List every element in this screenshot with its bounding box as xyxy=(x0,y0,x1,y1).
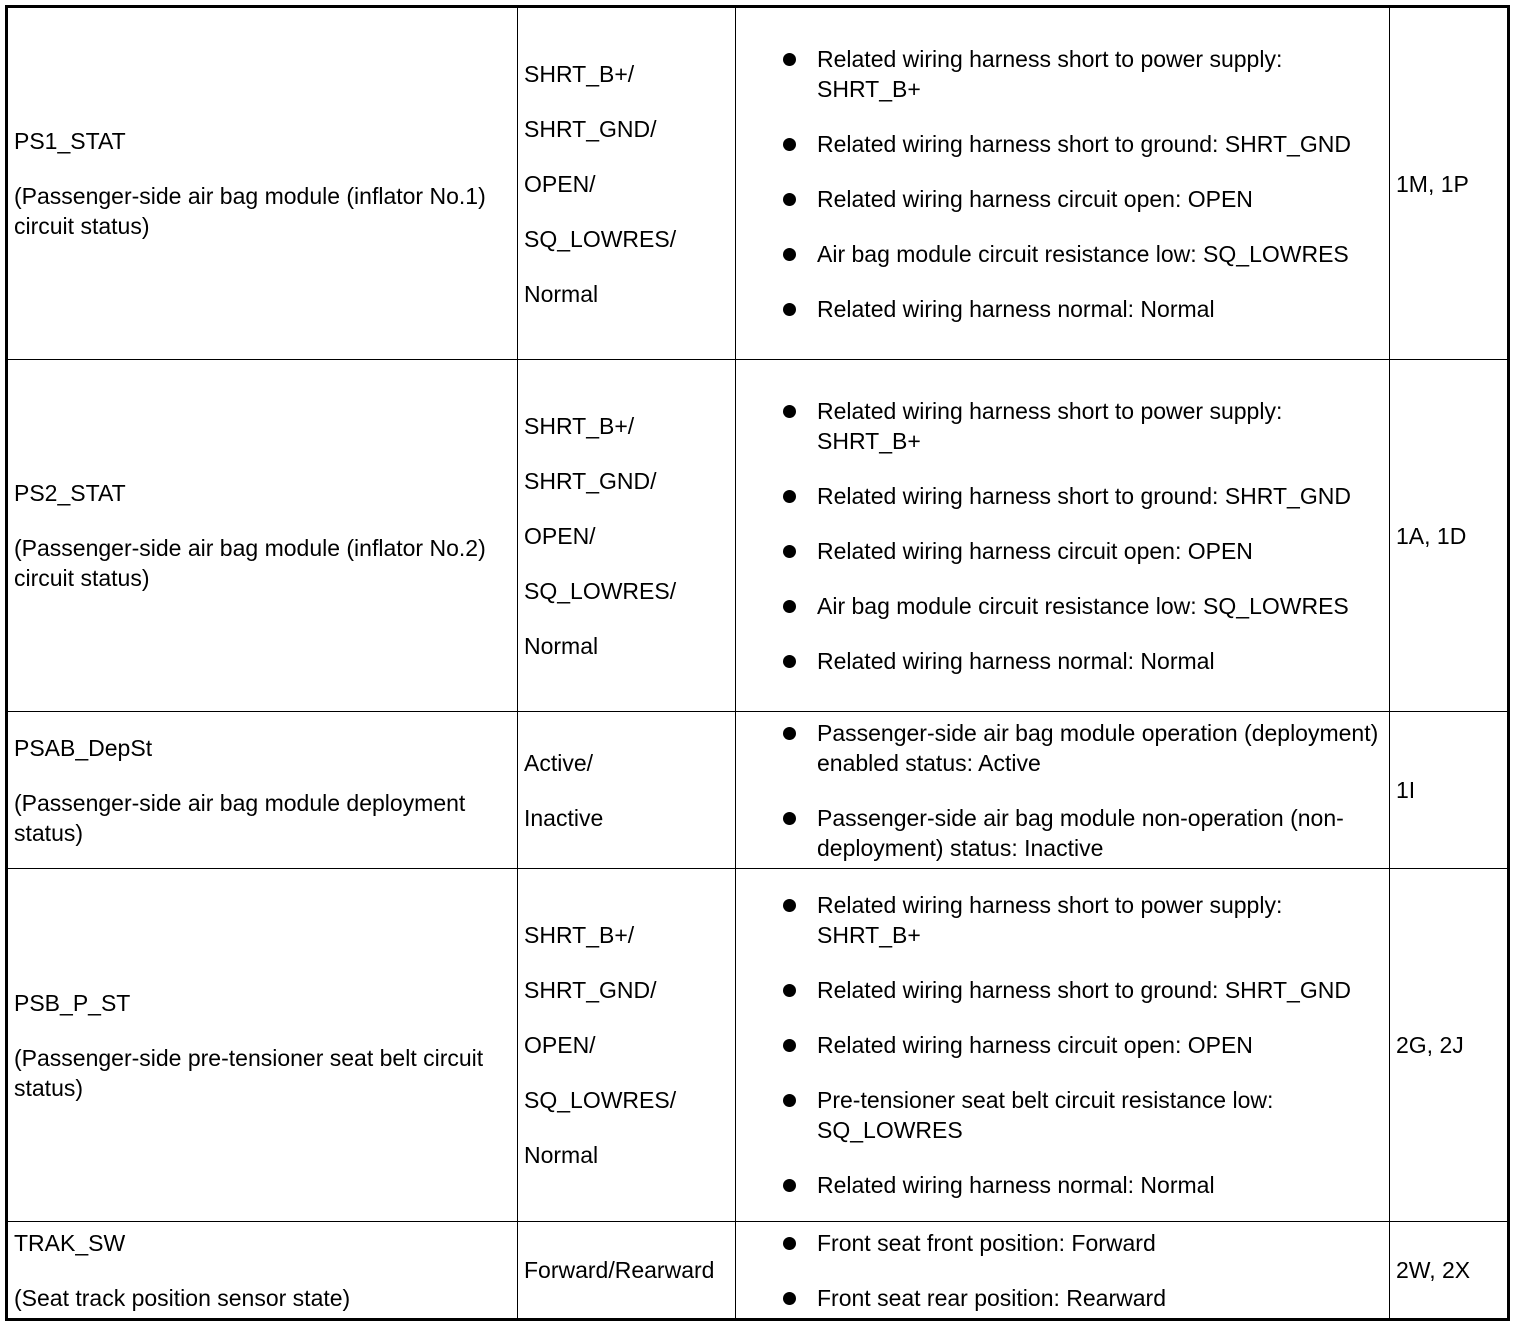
bullet-icon xyxy=(783,138,796,151)
condition-text: Passenger-side air bag module non-operation (non-deployment) status: Inactive xyxy=(817,804,1344,861)
condition-item xyxy=(736,536,1381,566)
condition-text: Front seat rear position: Rearward xyxy=(817,1284,1166,1311)
table-row xyxy=(7,360,1509,712)
terminals-cell: 1A, 1D xyxy=(1390,360,1509,712)
condition-item xyxy=(736,481,1381,511)
condition-text: Related wiring harness short to ground: SHRT_GND xyxy=(817,130,1351,157)
conditions-cell xyxy=(736,1222,1390,1320)
condition-item xyxy=(736,239,1381,269)
conditions-list xyxy=(736,890,1381,1200)
item-description: (Passenger-side air bag module deployment status) xyxy=(14,789,466,846)
condition-item xyxy=(736,1030,1381,1060)
conditions-list xyxy=(736,396,1381,676)
condition-item xyxy=(736,718,1381,778)
item-description: (Passenger-side pre-tensioner seat belt circuit status) xyxy=(14,1044,484,1101)
condition-text: Related wiring harness short to power supply: SHRT_B+ xyxy=(817,397,1283,454)
item-cell xyxy=(7,7,518,360)
condition-text: Air bag module circuit resistance low: SQ_LOWRES xyxy=(817,240,1349,267)
condition-text: Related wiring harness circuit open: OPEN xyxy=(817,185,1253,212)
condition-text: Passenger-side air bag module operation (deployment) enabled status: Active xyxy=(817,719,1379,776)
bullet-icon xyxy=(783,655,796,668)
bullet-icon xyxy=(783,727,796,740)
terminals-cell: 1I xyxy=(1390,712,1509,869)
condition-item xyxy=(736,396,1381,456)
condition-text: Related wiring harness normal: Normal xyxy=(817,1172,1215,1198)
condition-text: Related wiring harness circuit open: OPEN xyxy=(817,1032,1253,1058)
condition-text: Related wiring harness short to power supply: SHRT_B+ xyxy=(817,892,1283,948)
table-row xyxy=(7,1222,1509,1320)
condition-text: Related wiring harness normal: Normal xyxy=(817,647,1215,674)
table-row xyxy=(7,869,1509,1222)
value-option: OPEN/ xyxy=(524,1032,596,1058)
value-option: SHRT_GND/ xyxy=(524,977,657,1003)
value-option: SQ_LOWRES/ xyxy=(524,225,677,252)
bullet-icon xyxy=(783,193,796,206)
item-cell xyxy=(7,360,518,712)
item-description: (Seat track position sensor state) xyxy=(14,1284,351,1311)
bullet-icon xyxy=(783,53,796,66)
condition-text: Related wiring harness short to ground: SHRT_GND xyxy=(817,977,1351,1003)
item-name: PS1_STAT xyxy=(14,128,126,154)
item-name: PSAB_DepSt xyxy=(14,734,153,761)
value-option: Normal xyxy=(524,280,599,307)
bullet-icon xyxy=(783,984,796,997)
value-option: Normal xyxy=(524,1142,599,1168)
values-cell xyxy=(518,360,736,712)
bullet-icon xyxy=(783,405,796,418)
value-option: SHRT_GND/ xyxy=(524,115,657,142)
condition-item xyxy=(736,1170,1381,1200)
bullet-icon xyxy=(783,303,796,316)
condition-item xyxy=(736,803,1381,863)
value-option: OPEN/ xyxy=(524,170,596,197)
conditions-cell xyxy=(736,869,1390,1222)
value-option: Forward/Rearward xyxy=(524,1257,715,1283)
condition-text: Related wiring harness normal: Normal xyxy=(817,295,1215,322)
conditions-list xyxy=(736,1228,1381,1313)
values-cell xyxy=(518,1222,736,1320)
conditions-cell xyxy=(736,712,1390,869)
item-name: TRAK_SW xyxy=(14,1229,126,1256)
value-option: Active/ xyxy=(524,749,594,776)
condition-item xyxy=(736,1283,1381,1313)
item-name: PS2_STAT xyxy=(14,480,126,506)
bullet-icon xyxy=(783,899,796,912)
bullet-icon xyxy=(783,812,796,825)
condition-text: Air bag module circuit resistance low: SQ_LOWRES xyxy=(817,592,1349,619)
value-option: OPEN/ xyxy=(524,522,596,549)
terminals-cell: 1M, 1P xyxy=(1390,7,1509,360)
values-cell xyxy=(518,7,736,360)
values-cell xyxy=(518,712,736,869)
table-row xyxy=(7,712,1509,869)
condition-item xyxy=(736,294,1381,324)
value-option: SHRT_B+/ xyxy=(524,922,635,948)
conditions-list xyxy=(736,44,1381,324)
item-cell xyxy=(7,1222,518,1320)
condition-item xyxy=(736,1085,1381,1145)
bullet-icon xyxy=(783,248,796,261)
value-option: SHRT_B+/ xyxy=(524,412,635,439)
bullet-icon xyxy=(783,1094,796,1107)
condition-item xyxy=(736,44,1381,104)
terminals-cell: 2W, 2X xyxy=(1390,1222,1509,1320)
condition-item xyxy=(736,184,1381,214)
bullet-icon xyxy=(783,1292,796,1305)
conditions-cell xyxy=(736,360,1390,712)
condition-item xyxy=(736,129,1381,159)
item-description: (Passenger-side air bag module (inflator No.2) circuit status) xyxy=(14,535,486,591)
condition-text: Pre-tensioner seat belt circuit resistance low: SQ_LOWRES xyxy=(817,1087,1274,1143)
bullet-icon xyxy=(783,1237,796,1250)
condition-text: Related wiring harness short to power supply: SHRT_B+ xyxy=(817,45,1283,102)
condition-item xyxy=(736,646,1381,676)
bullet-icon xyxy=(783,600,796,613)
table-row xyxy=(7,7,1509,360)
value-option: SQ_LOWRES/ xyxy=(524,577,677,604)
bullet-icon xyxy=(783,490,796,503)
bullet-icon xyxy=(783,545,796,558)
values-cell xyxy=(518,869,736,1222)
condition-text: Related wiring harness circuit open: OPEN xyxy=(817,537,1253,564)
pid-monitor-table xyxy=(5,5,1510,1321)
item-cell xyxy=(7,869,518,1222)
value-option: SHRT_GND/ xyxy=(524,467,657,494)
bullet-icon xyxy=(783,1039,796,1052)
item-name: PSB_P_ST xyxy=(14,989,131,1016)
terminals-cell: 2G, 2J xyxy=(1390,869,1509,1222)
value-option: SHRT_B+/ xyxy=(524,60,635,87)
value-option: Normal xyxy=(524,632,599,659)
conditions-list xyxy=(736,718,1381,863)
condition-item xyxy=(736,591,1381,621)
condition-text: Related wiring harness short to ground: SHRT_GND xyxy=(817,482,1351,509)
value-option: Inactive xyxy=(524,804,604,831)
item-cell xyxy=(7,712,518,869)
value-option: SQ_LOWRES/ xyxy=(524,1087,677,1113)
bullet-icon xyxy=(783,1179,796,1192)
condition-item xyxy=(736,890,1381,950)
conditions-cell xyxy=(736,7,1390,360)
condition-item xyxy=(736,1228,1381,1258)
condition-item xyxy=(736,975,1381,1005)
item-description: (Passenger-side air bag module (inflator No.1) circuit status) xyxy=(14,183,486,239)
condition-text: Front seat front position: Forward xyxy=(817,1229,1156,1256)
